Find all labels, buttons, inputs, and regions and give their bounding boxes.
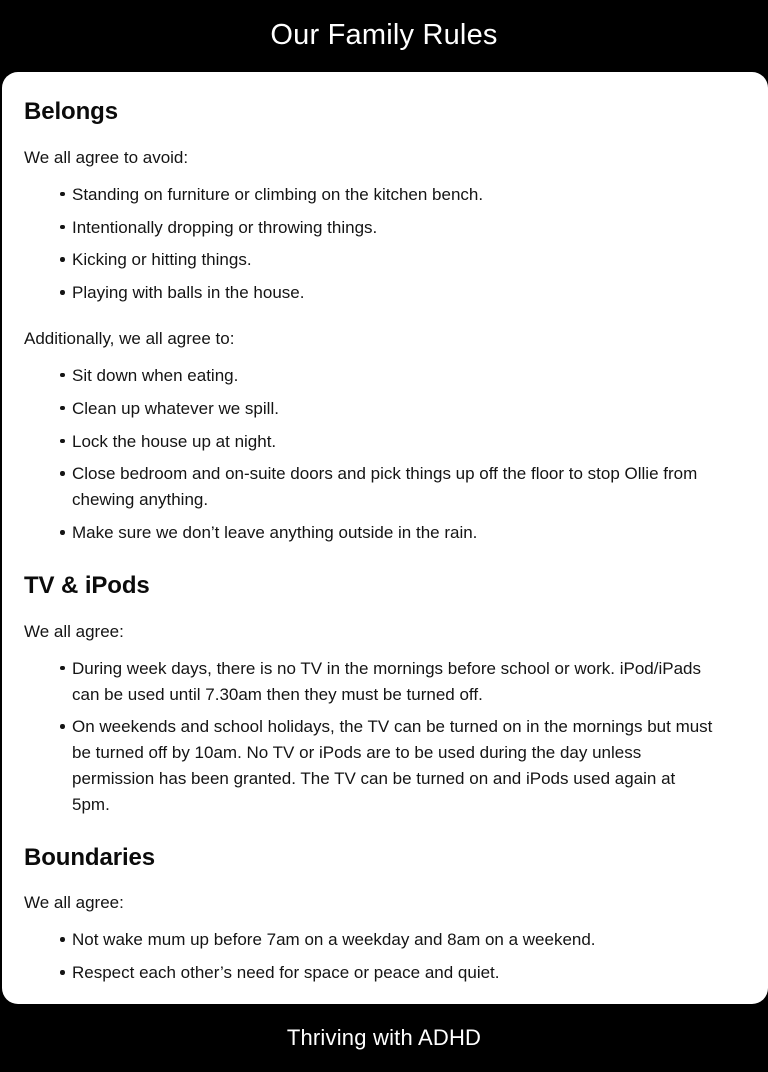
page-footer: [0, 1004, 768, 1072]
footer-brand-text: Thriving with ADHD: [286, 1025, 482, 1051]
list-item: During week days, there is no TV in the mornings before school or work. iPod/iPads can be used until 7.30am then they must be turned off.: [60, 656, 715, 708]
list-item: Clean up whatever we spill.: [60, 396, 715, 422]
section-heading-belongs: Belongs: [24, 98, 118, 125]
section-intro-belongs-additional: Additionally, we all agree to:: [24, 329, 235, 349]
rules-list-tv-ipods: [24, 656, 715, 818]
list-item: Sit down when eating.: [60, 363, 715, 389]
list-item: Not wake mum up before 7am on a weekday and 8am on a weekend.: [60, 927, 715, 953]
rules-list-boundaries: [24, 927, 715, 986]
section-intro-boundaries: We all agree:: [24, 893, 124, 913]
list-item: Lock the house up at night.: [60, 429, 715, 455]
section-intro-belongs: We all agree to avoid:: [24, 147, 189, 167]
list-item: Respect each other’s need for space or peace and quiet.: [60, 960, 715, 986]
section-heading-boundaries: Boundaries: [24, 843, 156, 871]
list-item: Standing on furniture or climbing on the kitchen bench.: [60, 182, 715, 208]
list-item: On weekends and school holidays, the TV can be turned on in the mornings but must be turned off by 10am. No TV or iPods are to be used during the day unless permission has been granted. The TV can be turned on and iPods used again at 5pm.: [60, 714, 715, 817]
list-item: Playing with balls in the house.: [60, 280, 715, 306]
spacer: [24, 306, 715, 328]
rules-list-belongs-avoid: [24, 182, 715, 306]
page-header: [0, 0, 768, 72]
rules-list-belongs-agree: [24, 363, 715, 546]
section-heading-tv-ipods: TV & iPods: [24, 571, 150, 599]
list-item: Kicking or hitting things.: [60, 247, 715, 273]
section-boundaries: [24, 844, 715, 986]
rules-card: [2, 72, 768, 1004]
section-belongs: [24, 98, 715, 546]
page-title: Our Family Rules: [270, 19, 498, 52]
section-intro-tv-ipods: We all agree:: [24, 621, 124, 641]
list-item: Make sure we don’t leave anything outside in the rain.: [60, 520, 715, 546]
list-item: Close bedroom and on-suite doors and pick things up off the floor to stop Ollie from chewing anything.: [60, 461, 715, 513]
list-item: Intentionally dropping or throwing things.: [60, 215, 715, 241]
section-tv-ipods: [24, 572, 715, 818]
